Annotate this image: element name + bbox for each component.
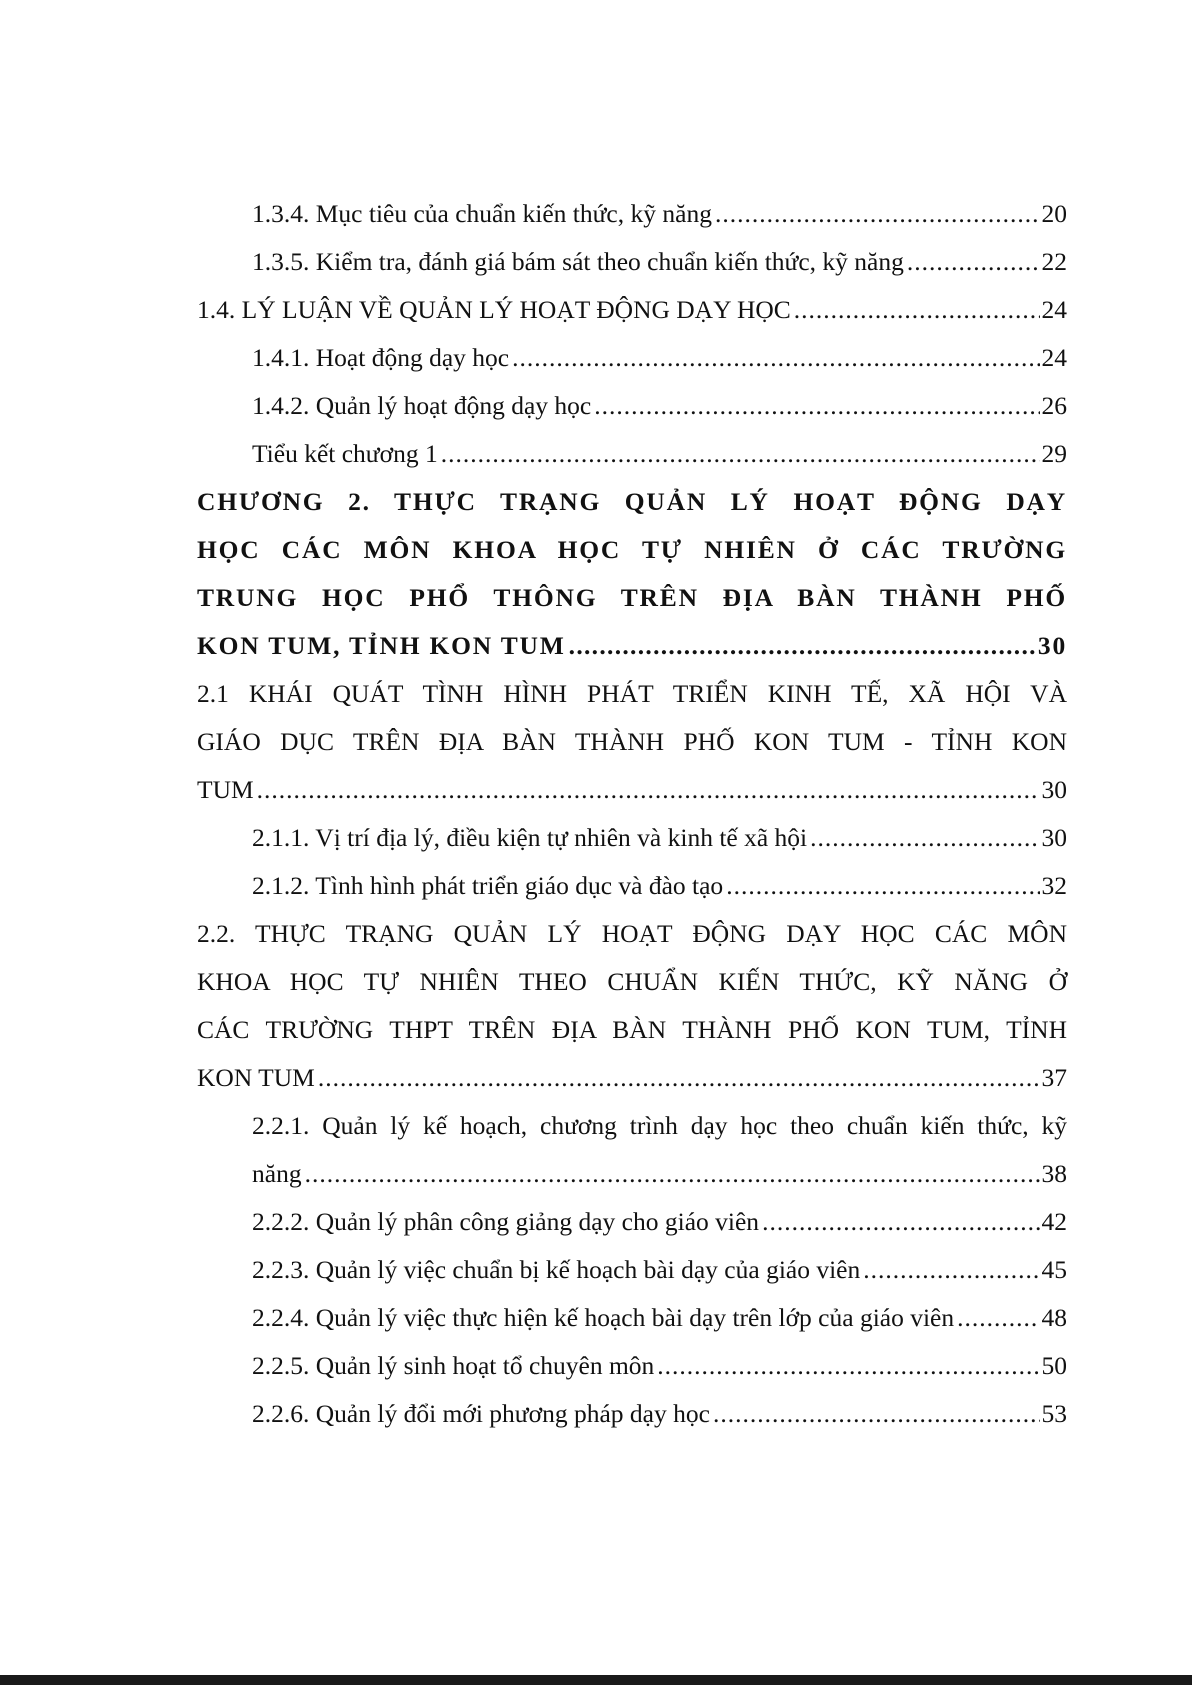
toc-page-number: 38 (1041, 1159, 1067, 1188)
toc-entry[interactable] (197, 862, 1067, 910)
toc-entry[interactable] (197, 1294, 1067, 1342)
toc-entry[interactable] (197, 382, 1067, 430)
toc-entry-title-line: CHƯƠNG 2. THỰC TRẠNG QUẢN LÝ HOẠT ĐỘNG DẠY (197, 487, 1067, 516)
toc-page-number: 29 (1041, 439, 1067, 468)
toc-entry-title: 1.3.4. Mục tiêu của chuẩn kiến thức, kỹ năng (252, 199, 712, 228)
toc-entry[interactable] (197, 814, 1067, 862)
toc-entry-title: TUM (197, 775, 254, 804)
dot-leader (762, 1198, 1039, 1246)
dot-leader (794, 286, 1040, 334)
toc-chapter-entry[interactable] (197, 478, 1067, 670)
toc-page-number: 26 (1041, 391, 1067, 420)
toc-page-number: 20 (1041, 199, 1067, 228)
dot-leader (257, 766, 1040, 814)
toc-entry-title: KON TUM, TỈNH KON TUM (197, 631, 566, 660)
toc-entry[interactable] (197, 190, 1067, 238)
toc-entry[interactable] (197, 1102, 1067, 1198)
toc-page-number: 45 (1041, 1255, 1067, 1284)
toc-page-number: 53 (1041, 1399, 1067, 1428)
toc-page-number: 24 (1041, 295, 1067, 324)
toc-entry-title-line: 2.2. THỰC TRẠNG QUẢN LÝ HOẠT ĐỘNG DẠY HỌC CÁC MÔN (197, 919, 1067, 948)
toc-page-number: 37 (1041, 1063, 1067, 1092)
dot-leader (305, 1150, 1040, 1198)
toc-entry-title: 2.1.1. Vị trí địa lý, điều kiện tự nhiên và kinh tế xã hội (252, 823, 808, 852)
toc-page-number: 32 (1041, 871, 1067, 900)
toc-entry-title-line: KHOA HỌC TỰ NHIÊN THEO CHUẨN KIẾN THỨC, KỸ NĂNG Ở (197, 967, 1067, 996)
toc-page-number: 30 (1037, 631, 1067, 660)
toc-section-entry[interactable] (197, 286, 1067, 334)
toc-page-number: 30 (1041, 775, 1067, 804)
toc-entry-title: KON TUM (197, 1063, 315, 1092)
toc-entry-title: 2.2.3. Quản lý việc chuẩn bị kế hoạch bài dạy của giáo viên (252, 1255, 861, 1284)
toc-entry[interactable] (197, 1342, 1067, 1390)
toc-entry-title: 1.4. LÝ LUẬN VỀ QUẢN LÝ HOẠT ĐỘNG DẠY HỌC (197, 295, 791, 324)
dot-leader (957, 1294, 1039, 1342)
toc-entry-title-line: TRUNG HỌC PHỔ THÔNG TRÊN ĐỊA BÀN THÀNH PHỐ (197, 583, 1067, 612)
toc-entry[interactable] (197, 1198, 1067, 1246)
dot-leader (441, 430, 1040, 478)
toc-entry-title: 1.3.5. Kiểm tra, đánh giá bám sát theo chuẩn kiến thức, kỹ năng (252, 247, 904, 276)
toc-entry-title: năng (252, 1159, 302, 1188)
dot-leader (726, 862, 1039, 910)
toc-entry-title: 2.2.2. Quản lý phân công giảng dạy cho giáo viên (252, 1207, 760, 1236)
toc-page-number: 30 (1041, 823, 1067, 852)
toc-entry-title: 1.4.2. Quản lý hoạt động dạy học (252, 391, 592, 420)
table-of-contents (197, 190, 1067, 1438)
toc-entry-title: 2.1.2. Tình hình phát triển giáo dục và đào tạo (252, 871, 724, 900)
toc-entry-title: 2.2.6. Quản lý đổi mới phương pháp dạy học (252, 1399, 710, 1428)
toc-entry-title-line: 2.1 KHÁI QUÁT TÌNH HÌNH PHÁT TRIỂN KINH TẾ, XÃ HỘI VÀ (197, 679, 1067, 708)
toc-entry-title-line: 2.2.1. Quản lý kế hoạch, chương trình dạy học theo chuẩn kiến thức, kỹ (252, 1111, 1067, 1140)
dot-leader (810, 814, 1039, 862)
dot-leader (657, 1342, 1039, 1390)
dot-leader (863, 1246, 1039, 1294)
toc-entry-title: 1.4.1. Hoạt động dạy học (252, 343, 510, 372)
toc-page-number: 42 (1041, 1207, 1067, 1236)
dot-leader (512, 334, 1039, 382)
dot-leader (715, 190, 1040, 238)
toc-entry[interactable] (197, 430, 1067, 478)
toc-entry-title-line: HỌC CÁC MÔN KHOA HỌC TỰ NHIÊN Ở CÁC TRƯỜNG (197, 535, 1067, 564)
toc-entry[interactable] (197, 238, 1067, 286)
toc-page-number: 48 (1041, 1303, 1067, 1332)
toc-entry[interactable] (197, 1246, 1067, 1294)
toc-page-number: 50 (1041, 1351, 1067, 1380)
dot-leader (907, 238, 1040, 286)
dot-leader (594, 382, 1039, 430)
toc-section-entry[interactable] (197, 910, 1067, 1102)
toc-page-number: 22 (1041, 247, 1067, 276)
toc-section-entry[interactable] (197, 670, 1067, 814)
toc-entry-title: 2.2.5. Quản lý sinh hoạt tổ chuyên môn (252, 1351, 655, 1380)
toc-entry-title: 2.2.4. Quản lý việc thực hiện kế hoạch bài dạy trên lớp của giáo viên (252, 1303, 955, 1332)
toc-entry[interactable] (197, 1390, 1067, 1438)
toc-entry-title-line: CÁC TRƯỜNG THPT TRÊN ĐỊA BÀN THÀNH PHỐ KON TUM, TỈNH (197, 1015, 1067, 1044)
toc-entry[interactable] (197, 334, 1067, 382)
toc-entry-title: Tiểu kết chương 1 (252, 439, 438, 468)
dot-leader (713, 1390, 1040, 1438)
toc-entry-title-line: GIÁO DỤC TRÊN ĐỊA BÀN THÀNH PHỐ KON TUM - TỈNH KON (197, 727, 1067, 756)
toc-page-number: 24 (1041, 343, 1067, 372)
page-bottom-edge (0, 1675, 1192, 1685)
dot-leader (569, 622, 1036, 670)
dot-leader (318, 1054, 1040, 1102)
